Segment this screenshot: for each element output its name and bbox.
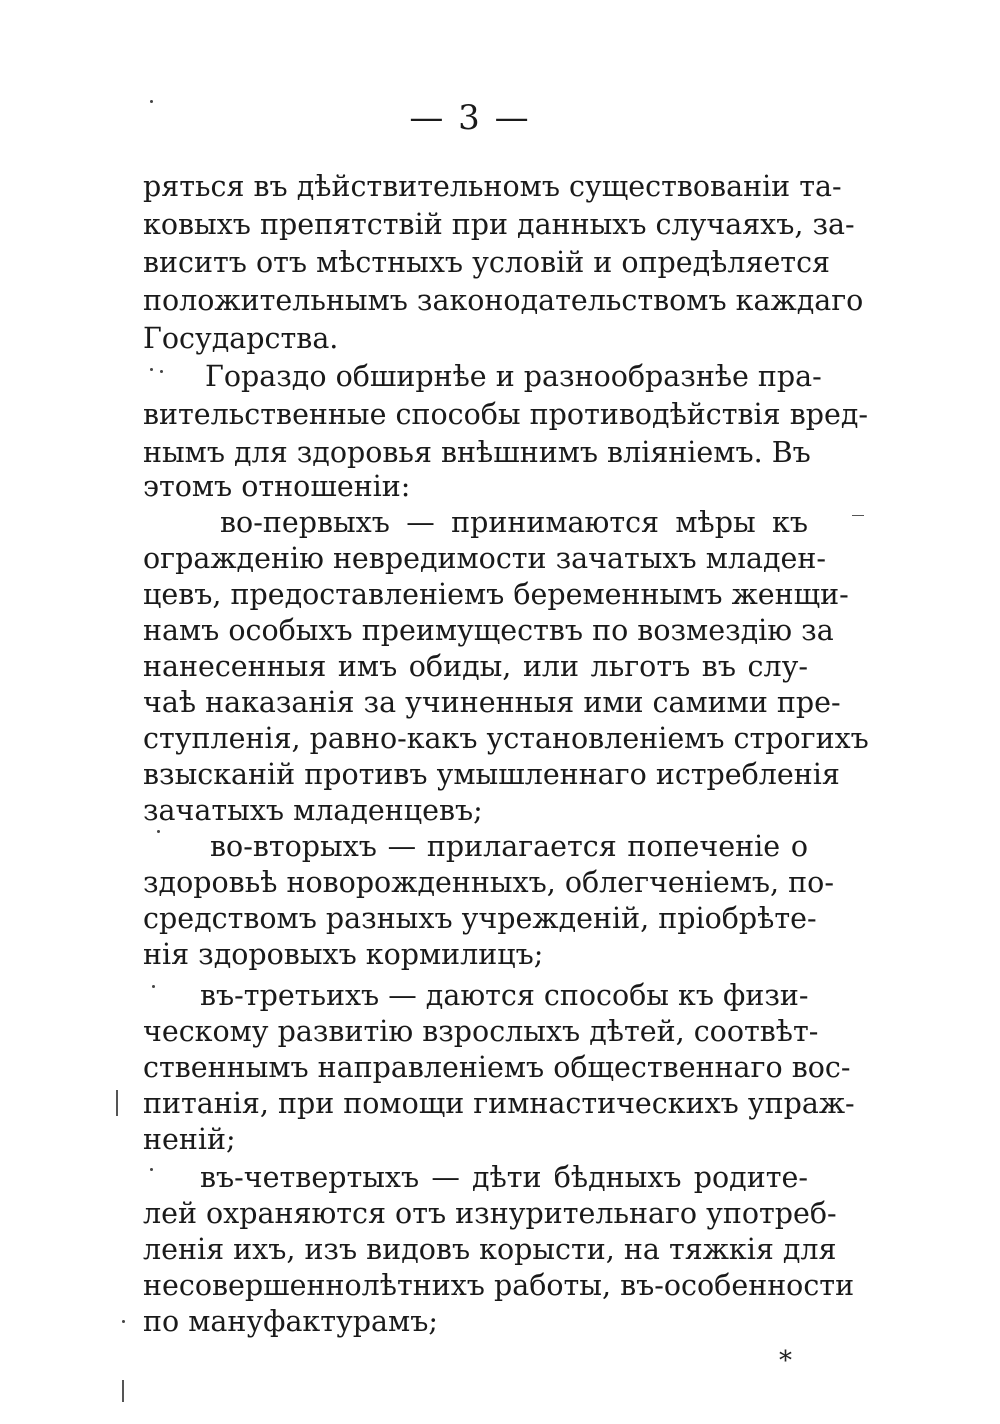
- scan-speck: [150, 1168, 153, 1171]
- scan-speck: [157, 830, 160, 833]
- text-line: взысканій противъ умышленнаго истребленія: [143, 758, 840, 791]
- text-line: нанесенныя имъ обиды, или льготъ въ слу-: [143, 650, 808, 683]
- text-line: зачатыхъ младенцевъ;: [143, 794, 483, 827]
- text-line: ступленія, равно-какъ установленіемъ строгихъ: [143, 722, 869, 755]
- text-line: ленія ихъ, изъ видовъ корысти, на тяжкія для: [143, 1233, 837, 1266]
- scan-speck: [152, 985, 155, 988]
- paragraph-first-line: во-первыхъ — принимаются мѣры къ: [220, 506, 808, 539]
- end-mark: *: [779, 1346, 792, 1376]
- text-line: здоровьѣ новорожденныхъ, облегченіемъ, по-: [143, 866, 834, 899]
- paragraph-first-line: въ-четвертыхъ — дѣти бѣдныхъ родите-: [200, 1161, 808, 1194]
- text-line: Государства.: [143, 322, 339, 355]
- scan-speck: [160, 370, 163, 373]
- text-line: этомъ отношеніи:: [143, 470, 411, 503]
- text-line: положительнымъ законодательствомъ каждаго: [143, 284, 864, 317]
- text-line: виситъ отъ мѣстныхъ условій и опредѣляется: [143, 246, 831, 279]
- text-line: ческому развитію взрослыхъ дѣтей, соотвѣт-: [143, 1015, 819, 1048]
- text-line: вительственные способы противодѣйствія вред-: [143, 398, 869, 431]
- text-line: намъ особыхъ преимуществъ по возмездію за: [143, 614, 834, 647]
- margin-mark: [116, 1090, 118, 1116]
- paragraph-first-line: во-вторыхъ — прилагается попеченіе о: [210, 830, 808, 863]
- scan-speck: [122, 1320, 125, 1323]
- text-line: чаѣ наказанія за учиненныя ими самими пре-: [143, 686, 841, 719]
- text-line: несовершеннолѣтнихъ работы, въ-особенности: [143, 1269, 855, 1302]
- text-line: лей охраняются отъ изнурительнаго употреб-: [143, 1197, 837, 1230]
- text-line: питанія, при помощи гимнастическихъ упраж-: [143, 1087, 855, 1120]
- text-line: средствомъ разныхъ учрежденій, пріобрѣте-: [143, 902, 817, 935]
- scan-speck: [150, 100, 153, 103]
- text-line: огражденію невредимости зачатыхъ младен-: [143, 542, 826, 575]
- page-number: — 3 —: [409, 98, 531, 138]
- paragraph-first-line: Гораздо обширнѣе и разнообразнѣе пра-: [205, 360, 822, 393]
- text-line: неній;: [143, 1123, 236, 1156]
- scan-speck: [150, 368, 153, 371]
- text-line: цевъ, предоставленіемъ беременнымъ женщи-: [143, 578, 849, 611]
- margin-mark: [122, 1380, 124, 1402]
- text-line: нія здоровыхъ кормилицъ;: [143, 938, 544, 971]
- text-line: ственнымъ направленіемъ общественнаго вос-: [143, 1051, 851, 1084]
- margin-mark: [852, 515, 864, 516]
- text-line: по мануфактурамъ;: [143, 1305, 438, 1338]
- paragraph-first-line: въ-третьихъ — даются способы къ физи-: [200, 979, 809, 1012]
- text-line: нымъ для здоровья внѣшнимъ вліяніемъ. Въ: [143, 436, 811, 469]
- text-line: ряться въ дѣйствительномъ существованiи та-: [143, 170, 842, 203]
- text-line: ковыхъ препятствій при данныхъ случаяхъ, за-: [143, 208, 855, 241]
